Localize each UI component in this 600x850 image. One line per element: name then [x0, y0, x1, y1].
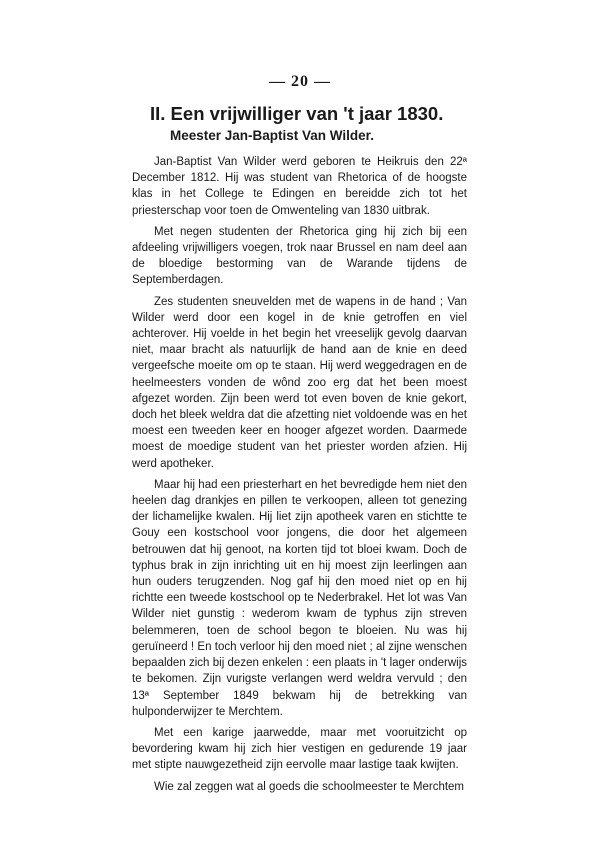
paragraph: Maar hij had een priesterhart en het bevredigde hem niet den heelen dag drankjes en pillen te verkoopen, alleen tot genezing der lichamelijke kwalen. Hij liet zijn apotheek varen en stichtte te Gouy een kostschool voor jongens, die door het algemeen betrouwen dat hij genoot, na korten tijd tot bloei kwam. Doch de typhus brak in zijn inrichting uit en hij moest zijn leerlingen aan hun ouders terugzenden. Nog gaf hij den moed niet op en hij richtte een tweede kostschool op te Nederbrakel. Het lot was Van Wilder niet gunstig : wederom kwam de typhus zijn streven belemmeren, toen de school begon te bloeien. Nu was hij geruïneerd ! En toch verloor hij den moed niet ; al zijne wenschen bepaalden zich bij dezen enkelen : een plaats in 't lager onderwijs te bekomen. Zijn vurigste verlangen werd weldra vervuld ; den 13ª September 1849 bekwam hij de betrekking van hulponderwijzer te Merchtem.	[132, 478, 467, 718]
chapter-subtitle: Meester Jan-Baptist Van Wilder.	[170, 128, 374, 143]
page-number: — 20 —	[269, 73, 331, 90]
body-text	[132, 154, 467, 795]
paragraph: Wie zal zeggen wat al goeds die schoolmeester te Merchtem	[154, 780, 465, 793]
paragraph: Met negen studenten der Rhetorica ging hij zich bij een afdeeling vrijwilligers voegen, trok naar Brussel en nam deel aan de bloedige bestorming van de Warande tijdens de Septemberdagen.	[132, 225, 467, 287]
paragraph: Met een karige jaarwedde, maar met vooruitzicht op bevordering kwam hij zich hier vestigen en gedurende 19 jaar met stipte nauwgezetheid zijn eervolle maar lastige taak kwijten.	[132, 726, 467, 772]
chapter-title: II. Een vrijwilliger van 't jaar 1830.	[150, 103, 444, 124]
paragraph: Jan-Baptist Van Wilder werd geboren te Heikruis den 22ª December 1812. Hij was student van Rhetorica of de hoogste klas in het College te Edingen en bereidde zich tot het priesterschap voor toen de Omwenteling van 1830 uitbrak.	[132, 156, 467, 217]
paragraph: Zes studenten sneuvelden met de wapens in de hand ; Van Wilder werd door een kogel in de knie getroffen en viel achterover. Hij voelde in het begin het vreeselijk gevolg daarvan niet, maar bracht als natuurlijk de hand aan de knie en deed vergeefsche moeite om op te staan. Hij werd weggedragen en de heelmeesters vonden de wônd zoo erg dat het been moest afgezet worden. Zijn been werd tot even boven de knie gekort, doch het bleek weldra dat die afzetting niet voldoende was en het moest een tweeden keer en hooger afgezet worden. Daarmede moest de moedige student van het priester worden afzien. Hij werd apotheker.	[132, 295, 467, 470]
